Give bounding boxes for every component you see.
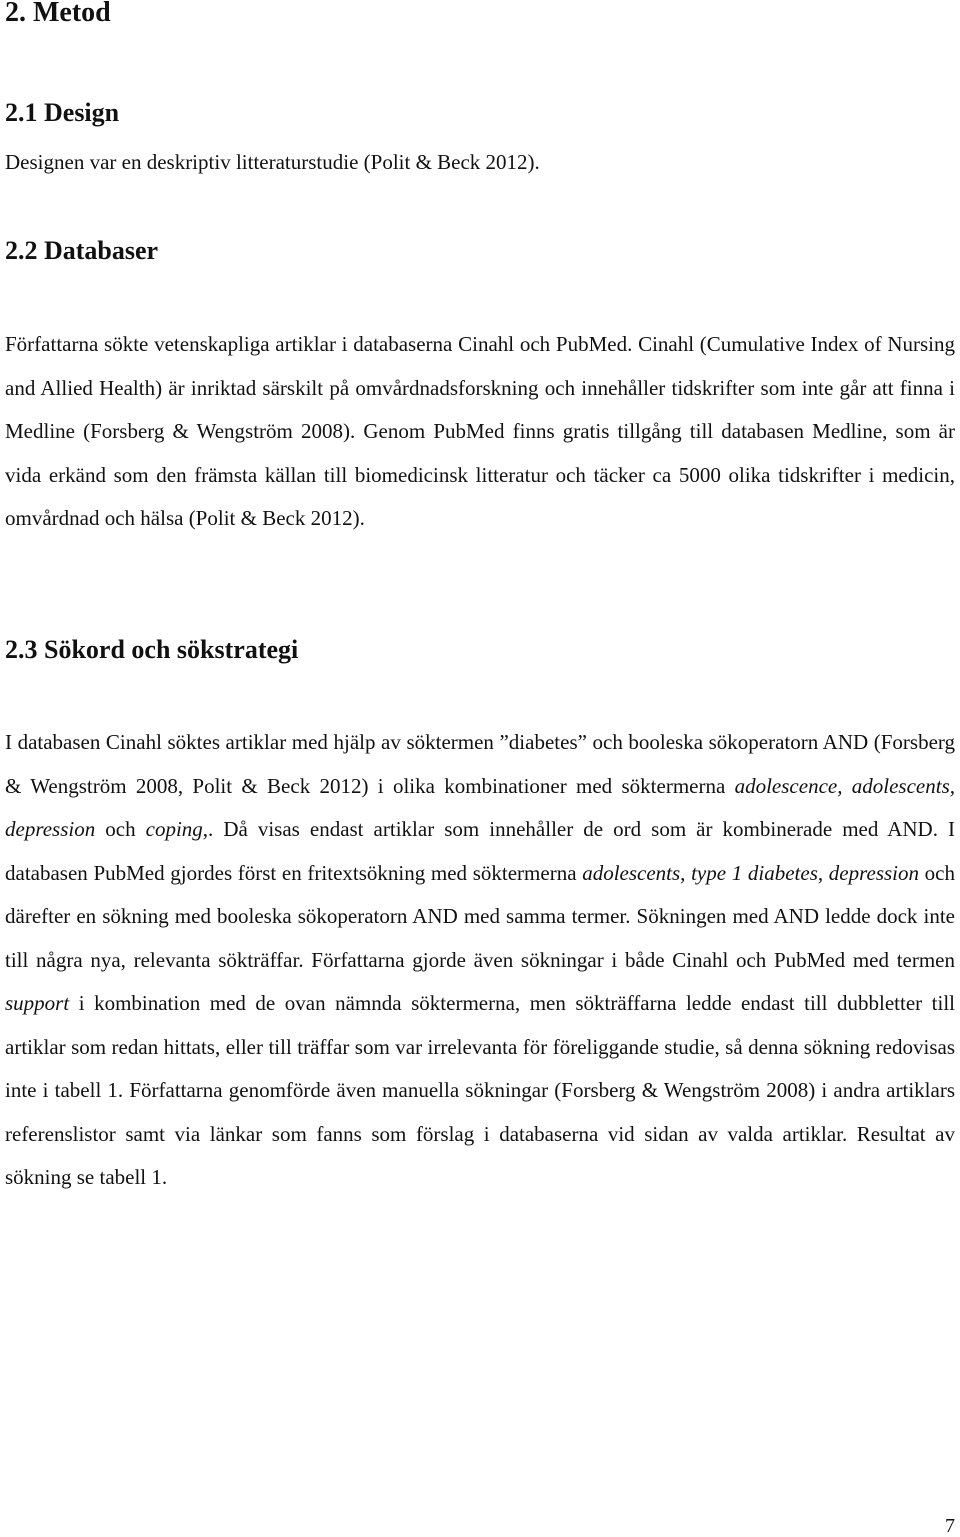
italic-search-term-support: support — [5, 991, 70, 1015]
paragraph-design: Designen var en deskriptiv litteraturstudie (Polit & Beck 2012). — [5, 150, 540, 174]
section-heading-sokord: 2.3 Sökord och sökstrategi — [5, 635, 299, 664]
paragraph-text-part: ,. Då visas endast artiklar som innehåller de ord som är kombinerade med AND. I databasen PubMed gjordes först en fritextsökning med söktermerna — [5, 817, 956, 885]
paragraph-text-part: och därefter en sökning med booleska sökoperatorn AND med samma termer. Sökningen med AND ledde dock inte till några nya, relevanta sökträffar. Författarna gjorde även sökningar i både Cinahl och PubMed med termen — [5, 860, 955, 972]
section-heading-databaser: 2.2 Databaser — [5, 236, 159, 265]
paragraph-sokord — [5, 721, 955, 1200]
italic-search-term-coping: coping — [145, 817, 203, 841]
paragraph-text-part: i kombination med de ovan nämnda söktermerna, men sökträffarna ledde endast till dubbletter till artiklar som redan hittats, eller till träffar som var irrelevanta för föreliggande studie, så denna sökning redovisas inte i tabell 1. Författarna genomförde även manuella sökningar (Forsberg & Wengström 2008) i andra artiklars referenslistor samt via länkar som fanns som förslag i databaserna vid sidan av valda artiklar. Resultat av sökning se tabell 1. — [5, 991, 955, 1189]
italic-pubmed-terms: adolescents, type 1 diabetes, depression — [582, 860, 919, 885]
chapter-heading: 2. Metod — [5, 0, 111, 28]
page-number: 7 — [945, 1515, 955, 1537]
italic-search-terms: adolescence, adolescents, depression — [5, 773, 955, 841]
paragraph-text-part: I databasen Cinahl söktes artiklar med hjälp av söktermen ”diabetes” och booleska sökoperatorn AND (Forsberg & Wengström 2008, Polit & Beck 2012) i olika kombinationer med söktermerna — [5, 730, 955, 798]
paragraph-text-part: och — [95, 817, 146, 841]
section-heading-design: 2.1 Design — [5, 98, 120, 127]
paragraph-databaser: Författarna sökte vetenskapliga artiklar i databaserna Cinahl och PubMed. Cinahl (Cumulative Index of Nursing and Allied Health) är inriktad särskilt på omvårdnadsforskning och innehåller tidskrifter som inte går att finna i Medline (Forsberg & Wengström 2008). Genom PubMed finns gratis tillgång till databasen Medline, som är vida erkänd som den främsta källan till biomedicinsk litteratur och täcker ca 5000 olika tidskrifter i medicin, omvårdnad och hälsa (Polit & Beck 2012). — [5, 332, 955, 530]
